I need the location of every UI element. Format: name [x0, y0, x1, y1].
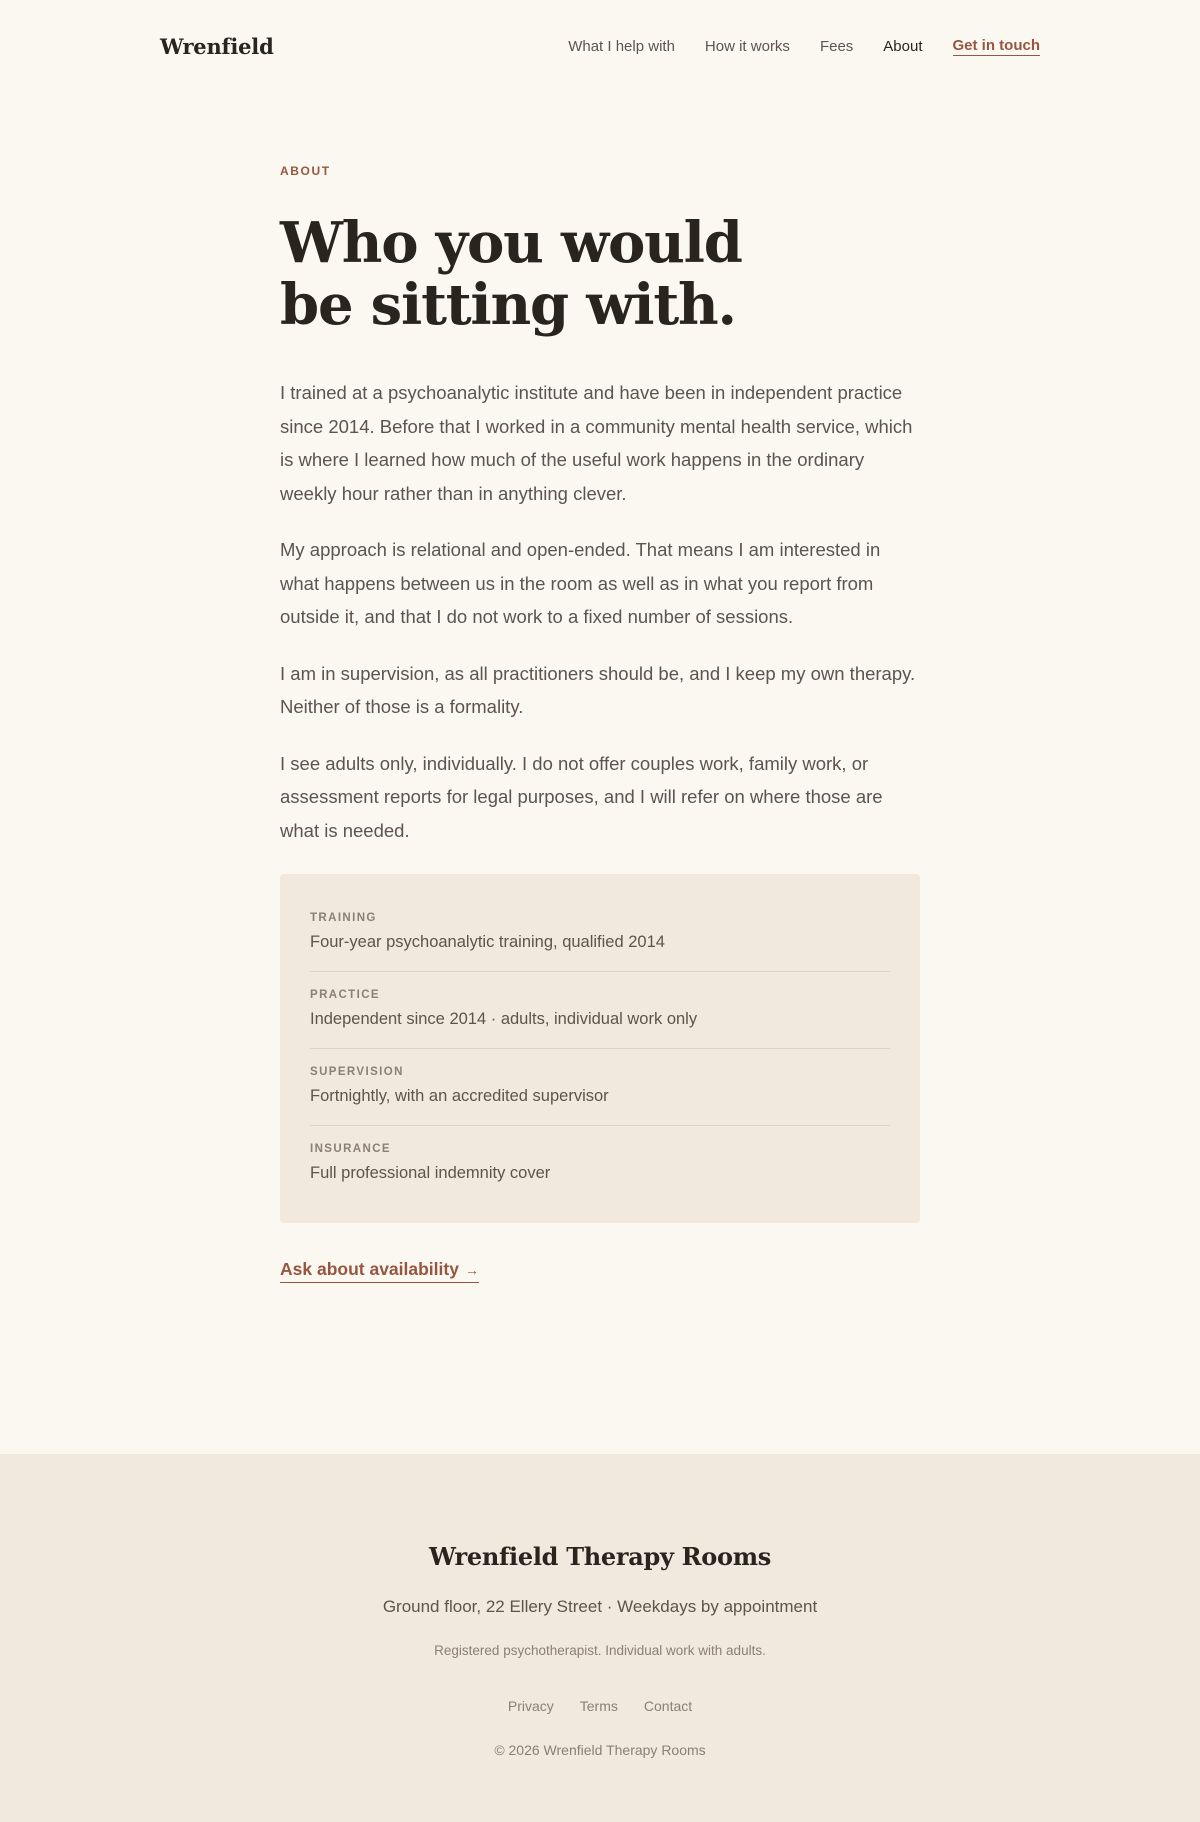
about-paragraph: I am in supervision, as all practitioners should be, and I keep my own therapy. Neither of those is a formality.	[280, 662, 916, 717]
footer-title: Wrenfield Therapy Rooms	[428, 1542, 772, 1571]
fact-training	[310, 912, 890, 972]
site-footer	[0, 1454, 1200, 1822]
fact-value: Four-year psychoanalytic training, qualified 2014	[310, 933, 665, 951]
footer-link-terms[interactable]: Terms	[579, 1698, 618, 1714]
site-header	[0, 0, 1200, 92]
nav-about[interactable]: About	[883, 37, 923, 55]
fact-value: Full professional indemnity cover	[310, 1164, 551, 1182]
nav-how-it-works[interactable]: How it works	[704, 37, 790, 55]
fact-value: Independent since 2014 · adults, individual work only	[310, 1010, 698, 1028]
fact-insurance	[310, 1143, 890, 1183]
main-content	[0, 164, 920, 1283]
nav-get-in-touch[interactable]: Get in touch	[952, 36, 1040, 54]
about-body	[280, 376, 920, 847]
about-paragraph: My approach is relational and open-ended. That means I am interested in what happens between us in the room as well as in what you report from outside it, and that I do not work to a fixed number of sessions.	[280, 539, 881, 627]
footer-address: Ground floor, 22 Ellery Street · Weekdays by appointment	[382, 1597, 818, 1616]
page-title-line-1: Who you would	[280, 210, 742, 276]
fact-label: SUPERVISION	[310, 1066, 404, 1078]
fact-practice	[310, 989, 890, 1049]
brand-logo[interactable]: Wrenfield	[160, 33, 274, 59]
about-paragraph: I see adults only, individually. I do not offer couples work, family work, or assessment reports for legal purposes, and I will refer on where those are what is needed.	[280, 752, 883, 841]
page-title-line-2: be sitting with.	[280, 272, 736, 338]
ask-availability-label: Ask about availability	[280, 1259, 459, 1279]
page-title	[280, 212, 760, 336]
footer-link-contact[interactable]: Contact	[643, 1698, 693, 1714]
nav-fees[interactable]: Fees	[819, 37, 854, 55]
about-paragraph: I trained at a psychoanalytic institute and have been in independent practice since 2014. Before that I worked in a community mental health service, which is where I learned how much of the useful work happens in the ordinary weekly hour rather than in anything clever.	[280, 382, 913, 504]
copyright: © 2026 Wrenfield Therapy Rooms	[494, 1742, 706, 1758]
nav-what-i-help-with[interactable]: What I help with	[568, 37, 675, 55]
fact-label: INSURANCE	[310, 1143, 391, 1155]
fact-value: Fortnightly, with an accredited supervisor	[310, 1087, 609, 1105]
footer-link-privacy[interactable]: Privacy	[507, 1698, 554, 1714]
arrow-right-icon: →	[464, 1261, 479, 1278]
credentials-panel	[280, 874, 920, 1223]
main-nav	[568, 37, 1040, 56]
footer-links	[0, 1698, 1200, 1714]
fact-supervision	[310, 1066, 890, 1126]
fact-label: TRAINING	[310, 912, 377, 924]
ask-availability-link[interactable]	[280, 1259, 479, 1283]
fact-label: PRACTICE	[310, 989, 380, 1001]
section-eyebrow: ABOUT	[280, 164, 331, 178]
footer-note: Registered psychotherapist. Individual work with adults.	[434, 1643, 766, 1658]
